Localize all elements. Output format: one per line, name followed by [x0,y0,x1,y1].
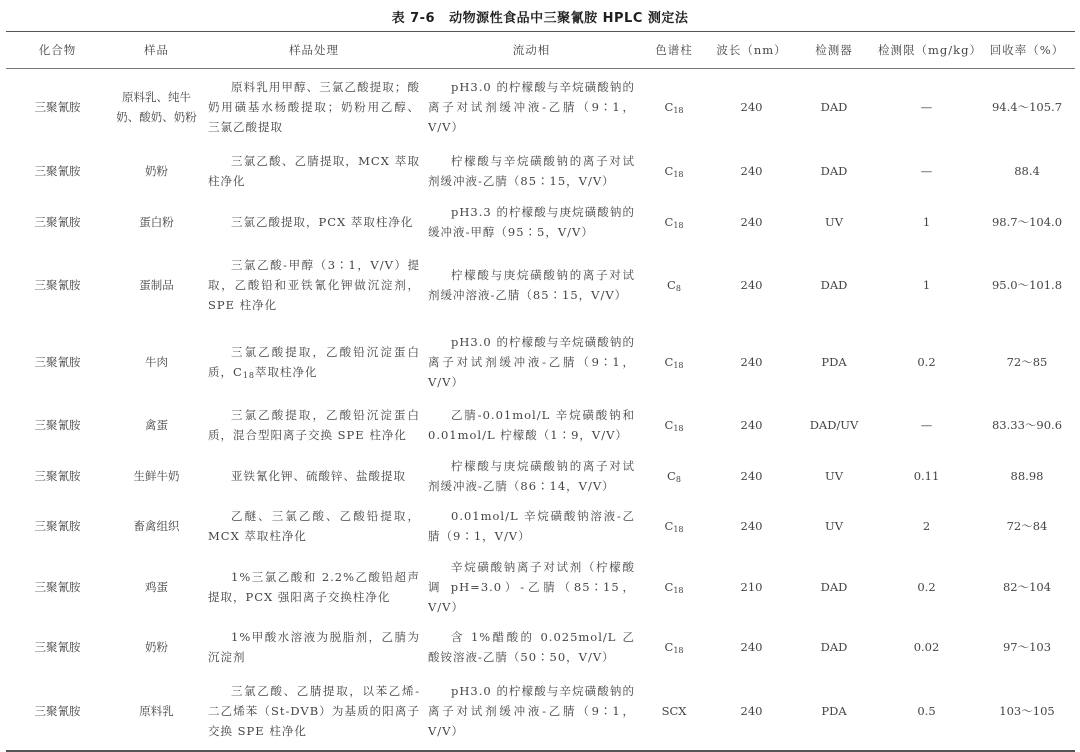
cell-wavelength: 240 [740,468,763,483]
cell-treatment: 1%甲酸水溶液为脱脂剂，乙腈为沉淀剂 [208,630,420,664]
cell-sample: 畜禽组织 [133,519,180,533]
column-base: C [664,214,674,229]
cell-treatment: 亚铁氰化钾、硫酸锌、盐酸提取 [231,468,406,483]
table-row [6,247,1075,324]
treatment-sub: 18 [242,370,255,380]
cell-detector: UV [825,468,843,483]
cell-treatment: 三氯乙酸提取，乙酸铅沉淀蛋白质，混合型阳离子交换 SPE 柱净化 [208,408,420,442]
cell-wavelength: 240 [740,214,763,229]
cell-wavelength: 240 [740,519,763,533]
cell-column [639,622,709,673]
cell-detector: DAD [820,579,848,594]
cell-recovery: 103～105 [979,673,1075,751]
treatment-text: 三氯乙酸提取，乙酸铅沉淀蛋白质，C [208,344,420,379]
header-wavelength: 波长（nm） [709,32,794,69]
column-sub: 8 [675,284,681,293]
table-row [6,501,1075,552]
column-sub: 18 [673,646,684,655]
cell-recovery: 88.4 [1014,164,1040,178]
cell-recovery: 72～85 [1006,354,1048,369]
cell-sample: 原料乳 [109,673,204,751]
cell-sample: 原料乳、纯牛奶、酸奶、奶粉 [116,90,197,125]
cell-mobile-phase: 0.01mol/L 辛烷磺酸钠溶液-乙腈（9∶1，V/V） [428,509,635,543]
cell-compound: 三聚氰胺 [6,673,109,751]
cell-lod: 2 [922,519,931,533]
cell-wavelength: 210 [740,579,763,594]
column-sub: 8 [675,474,681,484]
table-body [6,69,1075,751]
cell-wavelength: 240 [740,418,763,432]
table-row [6,451,1075,501]
cell-treatment: 三氯乙酸、乙腈提取，以苯乙烯-二乙烯苯（St-DVB）为基质的阳离子交换 SPE 柱净化 [204,673,424,751]
cell-mobile-phase: pH3.0 的柠檬酸与辛烷磺酸钠的离子对试剂缓冲液-乙腈（9∶1，V/V） [428,334,635,389]
hplc-methods-table [6,31,1075,752]
cell-sample: 禽蛋 [145,418,168,432]
column-base: C [664,354,674,369]
cell-detector: UV [825,214,843,229]
cell-mobile-phase: 含 1%醋酸的 0.025mol/L 乙酸铵溶液-乙腈（50∶50，V/V） [428,630,635,664]
cell-recovery: 97～103 [1002,640,1052,654]
column-base: SCX [661,704,687,718]
cell-treatment [204,324,424,400]
cell-wavelength: 240 [740,164,763,178]
cell-compound: 三聚氰胺 [34,468,81,483]
cell-detector: PDA [821,354,847,369]
cell-sample: 蛋制品 [139,278,174,292]
cell-detector: DAD [820,278,848,292]
cell-recovery: 94.4～105.7 [991,100,1063,115]
table-row [6,552,1075,622]
column-base: C [664,164,674,178]
cell-lod: 0.2 [917,354,936,369]
header-mobile-phase: 流动相 [424,32,639,69]
cell-treatment: 三氯乙酸提取，PCX 萃取柱净化 [231,214,414,229]
column-sub: 18 [673,360,684,370]
cell-column [639,324,709,400]
column-sub: 18 [673,106,684,116]
cell-sample: 蛋白粉 [139,214,174,229]
cell-column [639,501,709,552]
cell-recovery: 98.7～104.0 [991,214,1063,229]
header-row [6,32,1075,69]
column-sub: 18 [673,170,684,179]
cell-lod: 0.2 [917,579,936,594]
cell-treatment: 乙醚、三氯乙酸、乙酸铅提取，MCX 萃取柱净化 [208,509,420,543]
cell-column [639,197,709,247]
header-detector: 检测器 [794,32,874,69]
cell-detector: PDA [794,673,874,751]
cell-lod: 0.5 [874,673,979,751]
table-row [6,197,1075,247]
cell-wavelength: 240 [740,100,763,115]
cell-wavelength: 240 [740,640,763,654]
cell-treatment: 三氯乙酸-甲醇（3∶1，V/V）提取，乙酸铅和亚铁氰化钾做沉淀剂，SPE 柱净化 [208,258,420,312]
header-lod: 检测限（mg/kg） [874,32,979,69]
cell-detector: DAD/UV [809,418,859,432]
column-sub: 18 [673,220,684,230]
cell-mobile-phase: 辛烷磺酸钠离子对试剂（柠檬酸调 pH=3.0）-乙腈（85∶15，V/V） [428,559,635,614]
cell-wavelength: 240 [709,673,794,751]
table-row [6,69,1075,146]
cell-compound: 三聚氰胺 [34,214,81,229]
cell-sample: 鸡蛋 [145,579,168,594]
table-number: 表 7-6 [391,11,436,26]
cell-treatment: 三氯乙酸、乙腈提取，MCX 萃取柱净化 [208,154,420,188]
cell-sample: 奶粉 [145,164,168,178]
cell-column [639,146,709,197]
cell-lod: 0.11 [913,468,940,483]
cell-compound: 三聚氰胺 [34,418,81,432]
cell-sample: 生鲜牛奶 [133,468,180,483]
cell-mobile-phase: 柠檬酸与辛烷磺酸钠的离子对试剂缓冲液-乙腈（85∶15，V/V） [428,154,635,188]
cell-recovery: 72～84 [1006,519,1048,533]
table-row [6,146,1075,197]
cell-column [639,400,709,451]
cell-column [639,69,709,146]
column-base: C [664,100,674,115]
header-column: 色谱柱 [639,32,709,69]
column-base: C [664,640,674,654]
column-base: C [667,278,676,292]
table-title: 动物源性食品中三聚氰胺 HPLC 测定法 [449,11,689,26]
table-header [6,32,1075,69]
table-caption [0,7,1080,26]
cell-detector: DAD [820,640,848,654]
column-sub: 18 [673,424,684,433]
cell-compound: 三聚氰胺 [34,519,81,533]
cell-lod: — [920,418,933,432]
header-sample: 样品 [109,32,204,69]
cell-detector: DAD [820,164,848,178]
header-compound: 化合物 [6,32,109,69]
header-recovery: 回收率（%） [979,32,1075,69]
cell-treatment: 1%三氯乙酸和 2.2%乙酸铅超声提取，PCX 强阳离子交换柱净化 [208,569,420,604]
cell-compound: 三聚氰胺 [34,100,81,115]
cell-compound: 三聚氰胺 [34,579,81,594]
cell-mobile-phase: pH3.3 的柠檬酸与庚烷磺酸钠的缓冲液-甲醇（95∶5，V/V） [428,204,635,239]
cell-recovery: 95.0～101.8 [991,278,1063,292]
cell-recovery: 82～104 [1002,579,1052,594]
cell-mobile-phase: pH3.0 的柠檬酸与辛烷磺酸钠的离子对试剂缓冲液-乙腈（9∶1，V/V） [428,80,635,135]
cell-column [639,247,709,324]
column-base: C [664,418,674,432]
cell-recovery: 88.98 [1010,468,1044,483]
cell-compound: 三聚氰胺 [34,278,81,292]
cell-mobile-phase: pH3.0 的柠檬酸与辛烷磺酸钠的离子对试剂缓冲液-乙腈（9∶1，V/V） [424,673,639,751]
cell-compound: 三聚氰胺 [34,354,81,369]
cell-column [639,552,709,622]
column-base: C [664,519,674,533]
cell-sample: 牛肉 [145,354,168,369]
header-treatment: 样品处理 [204,32,424,69]
cell-detector: UV [825,519,843,533]
cell-lod: — [920,164,933,178]
cell-mobile-phase: 乙腈-0.01mol/L 辛烷磺酸钠和 0.01mol/L 柠檬酸（1∶9，V/V） [428,408,635,442]
table-row [6,622,1075,673]
column-sub: 18 [673,585,684,595]
cell-mobile-phase: 柠檬酸与庚烷磺酸钠的离子对试剂缓冲液-乙腈（86∶14，V/V） [428,458,635,493]
cell-wavelength: 240 [740,278,763,292]
cell-column [639,451,709,501]
cell-lod: — [920,100,933,115]
cell-mobile-phase: 柠檬酸与庚烷磺酸钠的离子对试剂缓冲溶液-乙腈（85∶15，V/V） [428,268,635,302]
cell-recovery: 83.33～90.6 [991,418,1063,432]
column-base: C [664,579,674,594]
cell-lod: 0.02 [913,640,940,654]
column-base: C [667,468,676,483]
cell-wavelength: 240 [740,354,763,369]
column-sub: 18 [673,525,684,534]
cell-sample: 奶粉 [145,640,168,654]
cell-compound: 三聚氰胺 [34,640,81,654]
cell-lod: 1 [922,278,931,292]
table-row [6,324,1075,400]
treatment-text-post: 萃取柱净化 [255,364,318,379]
cell-compound: 三聚氰胺 [34,164,81,178]
cell-lod: 1 [922,214,931,229]
table-row [6,400,1075,451]
cell-detector: DAD [820,100,848,115]
cell-treatment: 原料乳用甲醇、三氯乙酸提取；酸奶用磺基水杨酸提取；奶粉用乙醇、三氯乙酸提取 [208,80,420,135]
